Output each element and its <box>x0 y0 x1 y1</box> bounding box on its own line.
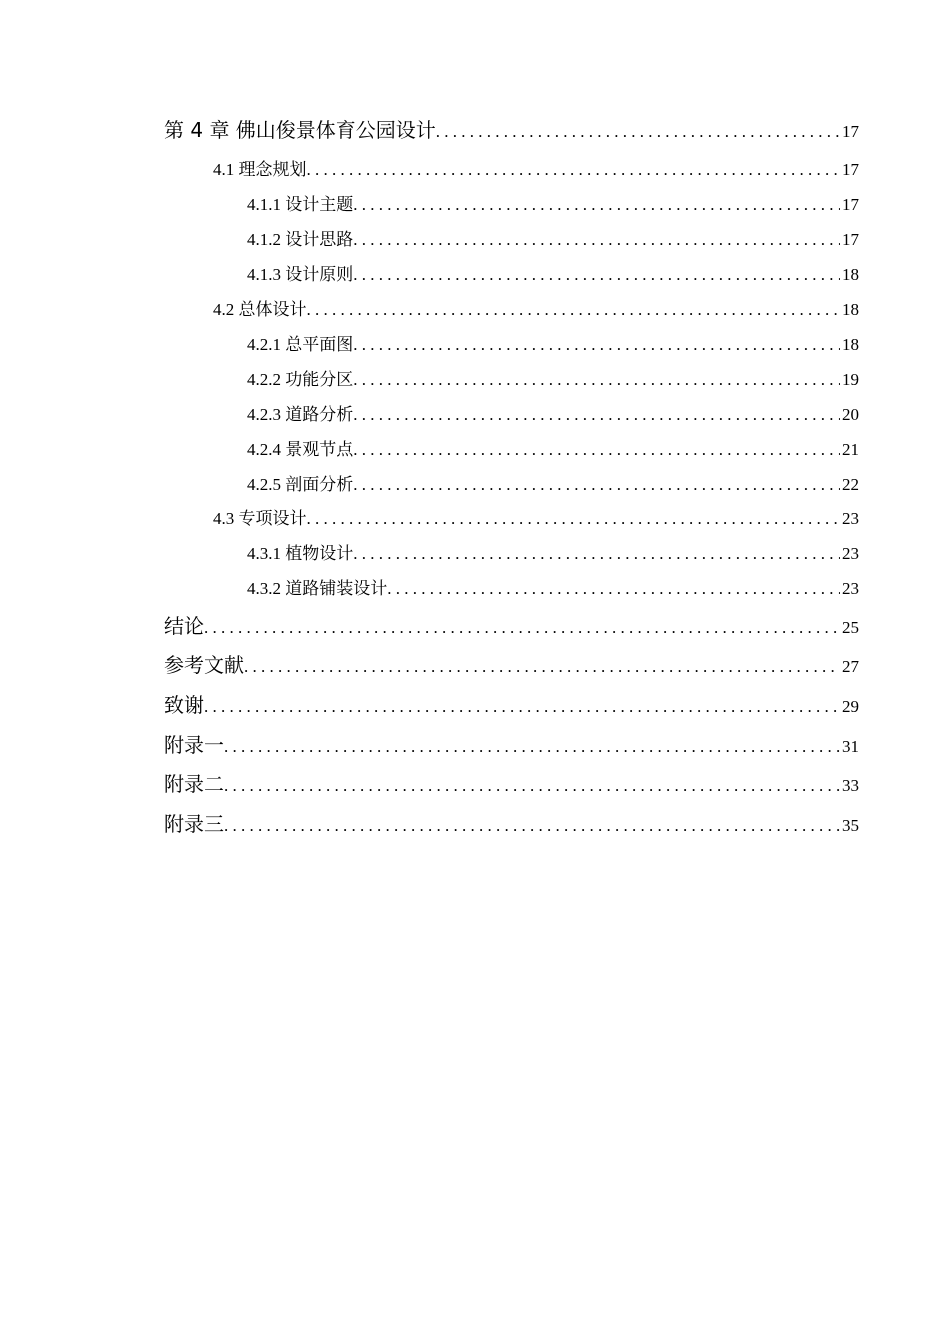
toc-entry-4-1-3[interactable] <box>247 260 859 285</box>
toc-entry-page: 33 <box>842 776 859 795</box>
dot-leader <box>307 160 841 180</box>
dot-leader <box>244 657 840 677</box>
dot-leader <box>387 579 840 599</box>
toc-entry-page: 23 <box>842 544 859 563</box>
dot-leader <box>224 816 840 836</box>
toc-entry-page: 29 <box>842 697 859 716</box>
toc-entry-label: 4.2.3 道路分析 <box>247 405 354 424</box>
toc-entry-label: 4.2.2 功能分区 <box>247 370 354 389</box>
toc-entry-conclusion[interactable] <box>164 610 859 639</box>
toc-entry-4-1-1[interactable] <box>247 190 859 215</box>
toc-entry-page: 17 <box>842 160 859 179</box>
toc-entry-page: 17 <box>842 230 859 249</box>
toc-entry-4-2-4[interactable] <box>247 435 859 460</box>
dot-leader <box>353 544 840 564</box>
toc-entry-page: 20 <box>842 405 859 424</box>
dot-leader <box>307 300 841 320</box>
toc-entry-page: 19 <box>842 370 859 389</box>
dot-leader <box>353 230 840 250</box>
dot-leader <box>204 618 840 638</box>
dot-leader <box>353 265 840 285</box>
toc-entry-label: 4.3 专项设计 <box>213 509 307 528</box>
toc-entry-references[interactable] <box>164 649 859 678</box>
toc-entry-acknowledgements[interactable] <box>164 689 859 718</box>
toc-entry-page: 18 <box>842 300 859 319</box>
toc-entry-appendix-3[interactable] <box>164 808 859 837</box>
dot-leader <box>307 509 841 529</box>
toc-entry-label: 结论 <box>164 614 204 638</box>
toc-entry-4-3-1[interactable] <box>247 539 859 564</box>
toc-entry-label: 附录三 <box>164 812 224 836</box>
toc-entry-4-2-1[interactable] <box>247 330 859 355</box>
toc-entry-page: 21 <box>842 440 859 459</box>
toc-entry-page: 31 <box>842 737 859 756</box>
toc-entry-page: 23 <box>842 579 859 598</box>
toc-entry-page: 17 <box>842 195 859 214</box>
toc-entry-4-1-2[interactable] <box>247 225 859 250</box>
toc-entry-4-2-3[interactable] <box>247 400 859 425</box>
toc-entry-chapter-4[interactable] <box>164 114 859 143</box>
toc-entry-page: 27 <box>842 657 859 676</box>
toc-entry-label: 附录一 <box>164 733 224 757</box>
toc-entry-appendix-2[interactable] <box>164 768 859 797</box>
toc-entry-label: 4.2 总体设计 <box>213 300 307 319</box>
dot-leader <box>353 370 840 390</box>
dot-leader <box>204 697 840 717</box>
dot-leader <box>436 122 840 142</box>
toc-entry-label: 附录二 <box>164 772 224 796</box>
toc-entry-4-3-2[interactable] <box>247 574 859 599</box>
toc-entry-label: 第 4 章 佛山俊景体育公园设计 <box>164 118 436 142</box>
toc-entry-label: 参考文献 <box>164 653 244 677</box>
dot-leader <box>353 195 840 215</box>
dot-leader <box>353 475 840 495</box>
toc-entry-page: 17 <box>842 122 859 141</box>
toc-entry-label: 4.3.2 道路铺装设计 <box>247 579 388 598</box>
toc-entry-page: 22 <box>842 475 859 494</box>
toc-entry-label: 4.1.3 设计原则 <box>247 265 354 284</box>
toc-entry-page: 18 <box>842 265 859 284</box>
toc-entry-label: 4.1.2 设计思路 <box>247 230 354 249</box>
toc-entry-label: 致谢 <box>164 693 204 717</box>
toc-entry-label: 4.2.1 总平面图 <box>247 335 354 354</box>
dot-leader <box>353 405 840 425</box>
toc-entry-page: 18 <box>842 335 859 354</box>
toc-entry-4-2-2[interactable] <box>247 365 859 390</box>
toc-entry-4-1[interactable] <box>213 155 859 180</box>
toc-entry-label: 4.2.5 剖面分析 <box>247 475 354 494</box>
toc-entry-label: 4.1 理念规划 <box>213 160 307 179</box>
toc-entry-4-2-5[interactable] <box>247 470 859 495</box>
toc-entry-label: 4.2.4 景观节点 <box>247 440 354 459</box>
toc-entry-label: 4.1.1 设计主题 <box>247 195 354 214</box>
toc-entry-page: 35 <box>842 816 859 835</box>
dot-leader <box>224 737 840 757</box>
toc-entry-page: 23 <box>842 509 859 528</box>
dot-leader <box>353 335 840 355</box>
toc-entry-4-2[interactable] <box>213 295 859 320</box>
dot-leader <box>353 440 840 460</box>
toc-entry-4-3[interactable] <box>213 504 859 529</box>
toc-entry-appendix-1[interactable] <box>164 729 859 758</box>
toc-entry-label: 4.3.1 植物设计 <box>247 544 354 563</box>
dot-leader <box>224 776 840 796</box>
toc-entry-page: 25 <box>842 618 859 637</box>
